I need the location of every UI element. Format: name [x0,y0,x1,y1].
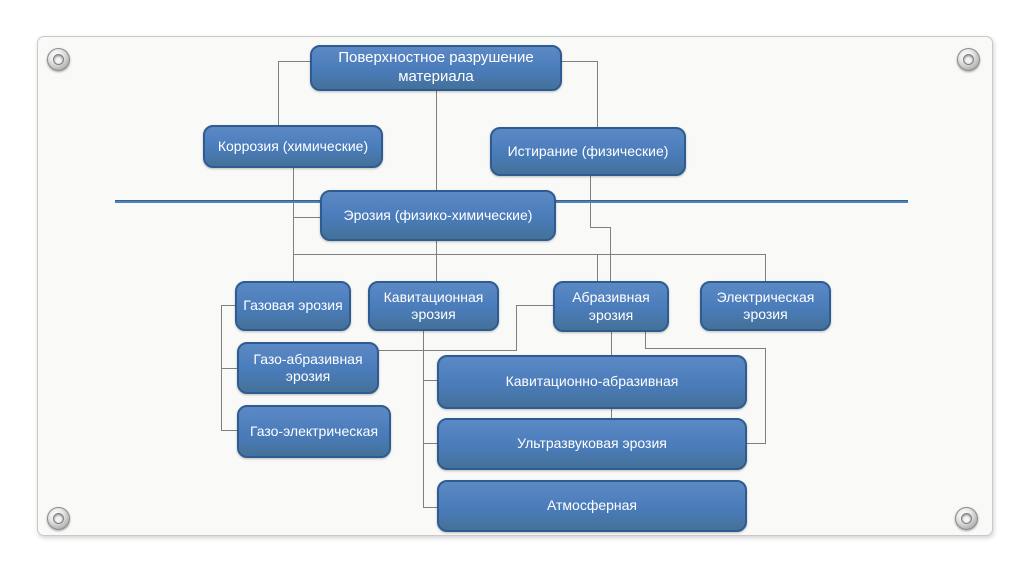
connector-line [278,61,310,62]
node-label: Электрическая эрозия [716,288,815,322]
node-gas-electric-erosion [237,405,391,458]
node-surface-destruction [310,45,562,91]
connector-line [597,254,598,281]
node-electric-erosion [700,281,831,331]
connector-line [611,409,612,418]
connector-line [221,368,237,369]
node-label: Кавитационно-абразивная [505,373,679,390]
node-corrosion [203,125,383,168]
connector-line [379,350,517,351]
connector-line [423,507,437,508]
connector-line [597,61,598,127]
node-label: Газо-абразивная эрозия [253,350,363,384]
connector-line [436,241,437,281]
node-label: Газо-электрическая [249,422,379,439]
node-abrasive-erosion [553,281,669,332]
connector-line [747,443,766,444]
node-cavitation-erosion [368,281,499,331]
connector-line [590,227,611,228]
connector-line [611,332,612,355]
node-label: Газовая эрозия [243,297,343,314]
connector-line [293,217,320,218]
connector-line [562,61,597,62]
node-label: Кавитационная эрозия [383,288,484,322]
connector-line [423,331,424,508]
connector-line [516,305,517,351]
node-label: Ультразвуковая эрозия [517,435,667,452]
connector-line [645,348,766,349]
connector-line [221,305,235,306]
node-cavitation-abrasive-erosion [437,355,747,409]
connector-line [423,443,437,444]
connector-line [645,332,646,348]
node-gas-erosion [235,281,351,331]
connector-line [765,254,766,281]
connector-line [221,430,237,431]
node-wear [490,127,686,176]
connector-line [436,91,437,190]
connector-line [516,305,553,306]
node-atmospheric-erosion [437,480,747,532]
node-label: Истирание (физические) [507,142,669,159]
connector-line [423,380,437,381]
connector-line [765,348,766,443]
node-label: Абразивная эрозия [572,289,650,323]
node-gas-abrasive-erosion [237,342,379,394]
connector-line [293,167,294,281]
node-label: Атмосферная [546,497,638,514]
node-ultrasonic-erosion [437,418,747,470]
node-label: Коррозия (химические) [217,137,369,154]
connector-line [278,61,279,125]
connector-line [293,254,766,255]
node-erosion [320,190,556,241]
node-label: Эрозия (физико-химические) [343,206,533,223]
node-label: Поверхностное разрушение материала [338,49,534,85]
